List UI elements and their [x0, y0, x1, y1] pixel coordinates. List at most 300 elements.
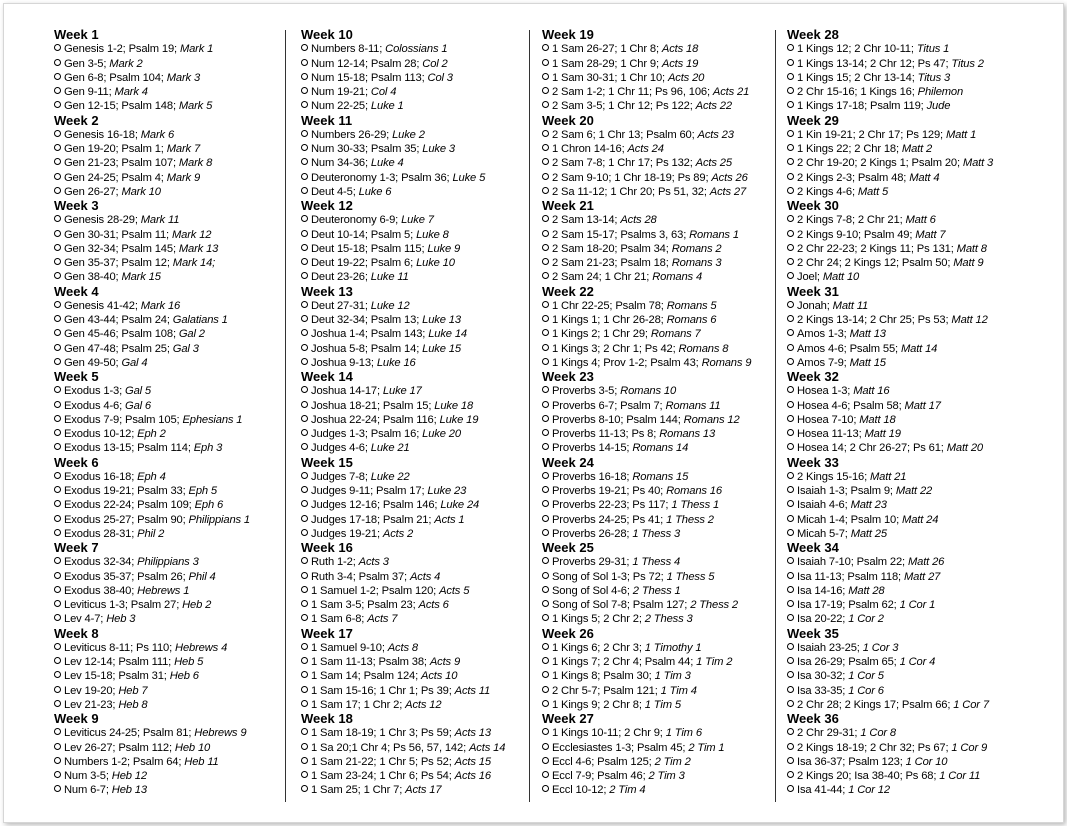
checkbox-circle-icon[interactable] [787, 500, 794, 507]
checkbox-circle-icon[interactable] [787, 73, 794, 80]
checkbox-circle-icon[interactable] [787, 728, 794, 735]
checkbox-circle-icon[interactable] [787, 258, 794, 265]
week-title: Week 15 [301, 454, 353, 470]
checkbox-circle-icon[interactable] [542, 358, 549, 365]
new-testament-reading: Luke 17 [382, 385, 422, 398]
checkbox-circle-icon[interactable] [542, 101, 549, 108]
checkbox-circle-icon[interactable] [54, 59, 61, 66]
new-testament-reading: Luke 12 [370, 299, 410, 312]
reading-item [542, 270, 751, 284]
reading-item [787, 598, 993, 612]
new-testament-reading: Mark 2 [109, 57, 143, 70]
checkbox-circle-icon[interactable] [787, 429, 794, 436]
reading-text: Micah 1-4; Psalm 10; [797, 513, 903, 526]
reading-text: Gen 38-40; [64, 271, 122, 284]
reading-item [54, 57, 250, 71]
reading-item [54, 299, 250, 313]
checkbox-circle-icon[interactable] [301, 515, 308, 522]
new-testament-reading: Matt 15 [849, 356, 886, 369]
checkbox-circle-icon[interactable] [787, 529, 794, 536]
reading-text: Num 6-7; [64, 784, 112, 797]
reading-text: 2 Kings 15-16; [797, 470, 871, 483]
checkbox-circle-icon[interactable] [787, 515, 794, 522]
new-testament-reading: Acts 27 [709, 185, 747, 198]
checkbox-circle-icon[interactable] [301, 572, 308, 579]
checkbox-circle-icon[interactable] [787, 686, 794, 693]
checkbox-circle-icon[interactable] [542, 329, 549, 336]
checkbox-circle-icon[interactable] [542, 173, 549, 180]
checkbox-circle-icon[interactable] [54, 272, 61, 279]
new-testament-reading: 1 Tim 4 [660, 684, 697, 697]
new-testament-reading: Luke 1 [370, 100, 404, 113]
reading-item [787, 413, 993, 427]
reading-text: Isaiah 1-3; Psalm 9; [797, 485, 896, 497]
week-title: Week 23 [542, 369, 594, 384]
new-testament-reading: Heb 5 [174, 656, 204, 668]
checkbox-circle-icon[interactable] [301, 101, 308, 108]
reading-item [542, 612, 751, 626]
checkbox-circle-icon[interactable] [54, 173, 61, 180]
checkbox-circle-icon[interactable] [54, 500, 61, 507]
checkbox-circle-icon[interactable] [54, 572, 61, 579]
checkbox-circle-icon[interactable] [301, 215, 308, 222]
checkbox-circle-icon[interactable] [542, 429, 549, 436]
checkbox-circle-icon[interactable] [787, 215, 794, 222]
checkbox-circle-icon[interactable] [301, 643, 308, 650]
checkbox-circle-icon[interactable] [542, 671, 549, 678]
checkbox-circle-icon[interactable] [54, 657, 61, 664]
reading-item [787, 641, 993, 655]
checkbox-circle-icon[interactable] [542, 443, 549, 450]
checkbox-circle-icon[interactable] [54, 728, 61, 735]
checkbox-circle-icon[interactable] [301, 785, 308, 792]
new-testament-reading: Luke 19 [439, 413, 479, 426]
checkbox-circle-icon[interactable] [54, 757, 61, 764]
reading-item [54, 399, 250, 413]
checkbox-circle-icon[interactable] [54, 158, 61, 165]
checkbox-circle-icon[interactable] [301, 244, 308, 251]
reading-text: 2 Chr 28; 2 Kings 17; Psalm 66; [797, 698, 954, 711]
checkbox-circle-icon[interactable] [542, 700, 549, 707]
checkbox-circle-icon[interactable] [787, 144, 794, 151]
checkbox-circle-icon[interactable] [787, 472, 794, 479]
checkbox-circle-icon[interactable] [542, 301, 549, 308]
reading-text: 1 Kings 2; 1 Chr 29; [552, 328, 651, 341]
checkbox-circle-icon[interactable] [301, 344, 308, 351]
checkbox-circle-icon[interactable] [54, 315, 61, 322]
reading-item [301, 555, 505, 569]
new-testament-reading: Acts 13 [454, 727, 491, 740]
checkbox-circle-icon[interactable] [301, 87, 308, 94]
reading-item [301, 498, 505, 512]
new-testament-reading: Matt 4 [909, 171, 940, 184]
checkbox-circle-icon[interactable] [787, 272, 794, 279]
checkbox-circle-icon[interactable] [542, 529, 549, 536]
new-testament-reading: Acts 14 [469, 741, 506, 754]
checkbox-circle-icon[interactable] [301, 230, 308, 237]
new-testament-reading: Hebrews 1 [137, 584, 190, 597]
reading-item [542, 498, 751, 512]
checkbox-circle-icon[interactable] [787, 344, 794, 351]
checkbox-circle-icon[interactable] [301, 686, 308, 693]
checkbox-circle-icon[interactable] [54, 258, 61, 265]
new-testament-reading: Acts 15 [454, 755, 491, 768]
checkbox-circle-icon[interactable] [542, 386, 549, 393]
checkbox-circle-icon[interactable] [542, 130, 549, 137]
reading-text: 2 Sam 1-2; 1 Chr 11; Ps 96, 106; [552, 86, 713, 98]
checkbox-circle-icon[interactable] [301, 529, 308, 536]
reading-text: Isa 26-29; Psalm 65; [797, 656, 900, 668]
checkbox-circle-icon[interactable] [542, 743, 549, 750]
checkbox-circle-icon[interactable] [542, 158, 549, 165]
new-testament-reading: Matt 5 [857, 185, 889, 198]
new-testament-reading: Luke 15 [422, 342, 461, 355]
checkbox-circle-icon[interactable] [54, 329, 61, 336]
checkbox-circle-icon[interactable] [301, 486, 308, 493]
checkbox-circle-icon[interactable] [787, 657, 794, 664]
week-title: Week 35 [787, 625, 839, 641]
checkbox-circle-icon[interactable] [787, 643, 794, 650]
checkbox-circle-icon[interactable] [301, 600, 308, 607]
checkbox-circle-icon[interactable] [301, 173, 308, 180]
checkbox-circle-icon[interactable] [54, 743, 61, 750]
checkbox-circle-icon[interactable] [542, 657, 549, 664]
new-testament-reading: Romans 8 [678, 342, 729, 355]
reading-item [301, 242, 505, 256]
reading-item [54, 441, 250, 455]
reading-text: Proverbs 22-23; Ps 117; [552, 499, 672, 512]
reading-text: Exodus 38-40; [64, 584, 138, 597]
checkbox-circle-icon[interactable] [787, 130, 794, 137]
checkbox-circle-icon[interactable] [301, 671, 308, 678]
checkbox-circle-icon[interactable] [787, 572, 794, 579]
checkbox-circle-icon[interactable] [301, 187, 308, 194]
reading-item [54, 42, 250, 56]
checkbox-circle-icon[interactable] [301, 272, 308, 279]
checkbox-circle-icon[interactable] [301, 130, 308, 137]
reading-text: Proverbs 14-15; [552, 442, 633, 455]
checkbox-circle-icon[interactable] [301, 301, 308, 308]
new-testament-reading: Mark 9 [166, 171, 201, 184]
reading-item [542, 256, 751, 270]
checkbox-circle-icon[interactable] [301, 614, 308, 621]
checkbox-circle-icon[interactable] [54, 529, 61, 536]
new-testament-reading: Ephesians 1 [182, 413, 243, 426]
week-title: Week 17 [301, 625, 353, 641]
new-testament-reading: Acts 8 [387, 641, 418, 654]
checkbox-circle-icon[interactable] [542, 144, 549, 151]
new-testament-reading: Matt 22 [895, 485, 933, 497]
new-testament-reading: Luke 10 [416, 257, 455, 269]
checkbox-circle-icon[interactable] [542, 472, 549, 479]
checkbox-circle-icon[interactable] [787, 244, 794, 251]
reading-text: Genesis 41-42; [64, 299, 141, 312]
reading-item [301, 342, 505, 356]
week-title: Week 1 [54, 27, 99, 42]
new-testament-reading: Matt 1 [945, 128, 977, 141]
checkbox-circle-icon[interactable] [542, 515, 549, 522]
new-testament-reading: Acts 2 [382, 527, 414, 540]
checkbox-circle-icon[interactable] [787, 87, 794, 94]
checkbox-circle-icon[interactable] [54, 486, 61, 493]
checkbox-circle-icon[interactable] [54, 230, 61, 237]
reading-item [54, 598, 250, 612]
checkbox-circle-icon[interactable] [54, 614, 61, 621]
checkbox-circle-icon[interactable] [787, 486, 794, 493]
reading-item [301, 783, 505, 797]
checkbox-circle-icon[interactable] [54, 671, 61, 678]
checkbox-circle-icon[interactable] [54, 771, 61, 778]
checkbox-circle-icon[interactable] [54, 557, 61, 564]
checkbox-circle-icon[interactable] [787, 557, 794, 564]
new-testament-reading: Matt 6 [905, 214, 936, 227]
new-testament-reading: Eph 2 [137, 428, 166, 440]
checkbox-circle-icon[interactable] [787, 757, 794, 764]
reading-item [542, 356, 751, 370]
checkbox-circle-icon[interactable] [542, 73, 549, 80]
new-testament-reading: 1 Cor 2 [848, 613, 884, 626]
checkbox-circle-icon[interactable] [301, 386, 308, 393]
week-title: Week 20 [542, 112, 594, 128]
checkbox-circle-icon[interactable] [54, 443, 61, 450]
week-title: Week 21 [542, 198, 594, 213]
checkbox-circle-icon[interactable] [301, 44, 308, 51]
reading-text: 2 Sam 18-20; Psalm 34; [552, 242, 672, 255]
checkbox-circle-icon[interactable] [787, 700, 794, 707]
checkbox-circle-icon[interactable] [54, 130, 61, 137]
checkbox-circle-icon[interactable] [301, 415, 308, 422]
checkbox-circle-icon[interactable] [542, 600, 549, 607]
checkbox-circle-icon[interactable] [301, 73, 308, 80]
reading-text: Exodus 4-6; [64, 399, 126, 412]
reading-text: Genesis 28-29; [64, 214, 141, 227]
checkbox-circle-icon[interactable] [542, 614, 549, 621]
reading-item [542, 641, 751, 655]
checkbox-circle-icon[interactable] [301, 557, 308, 564]
new-testament-reading: Matt 26 [907, 556, 945, 569]
checkbox-circle-icon[interactable] [301, 401, 308, 408]
checkbox-circle-icon[interactable] [787, 415, 794, 422]
checkbox-circle-icon[interactable] [542, 785, 549, 792]
checkbox-circle-icon[interactable] [54, 344, 61, 351]
checkbox-circle-icon[interactable] [542, 586, 549, 593]
checkbox-circle-icon[interactable] [54, 187, 61, 194]
checkbox-circle-icon[interactable] [301, 329, 308, 336]
checkbox-circle-icon[interactable] [542, 572, 549, 579]
checkbox-circle-icon[interactable] [54, 386, 61, 393]
reading-item [54, 684, 250, 698]
new-testament-reading: Mark 6 [140, 128, 175, 141]
checkbox-circle-icon[interactable] [54, 44, 61, 51]
checkbox-circle-icon[interactable] [54, 215, 61, 222]
reading-item [54, 755, 250, 769]
checkbox-circle-icon[interactable] [301, 743, 308, 750]
new-testament-reading: Matt 19 [864, 428, 901, 440]
checkbox-circle-icon[interactable] [301, 144, 308, 151]
checkbox-circle-icon[interactable] [301, 657, 308, 664]
reading-item [54, 156, 250, 170]
checkbox-circle-icon[interactable] [54, 586, 61, 593]
reading-text: Proverbs 29-31; [552, 556, 633, 569]
checkbox-circle-icon[interactable] [54, 600, 61, 607]
checkbox-circle-icon[interactable] [301, 358, 308, 365]
new-testament-reading: Acts 4 [409, 570, 441, 583]
checkbox-circle-icon[interactable] [542, 771, 549, 778]
checkbox-circle-icon[interactable] [301, 315, 308, 322]
new-testament-reading: Heb 6 [169, 670, 199, 683]
checkbox-circle-icon[interactable] [787, 401, 794, 408]
reading-item [787, 142, 993, 156]
checkbox-circle-icon[interactable] [54, 358, 61, 365]
checkbox-circle-icon[interactable] [54, 515, 61, 522]
checkbox-circle-icon[interactable] [542, 643, 549, 650]
reading-text: Exodus 10-12; [64, 428, 138, 440]
checkbox-circle-icon[interactable] [787, 44, 794, 51]
checkbox-circle-icon[interactable] [542, 215, 549, 222]
reading-text: Leviticus 1-3; Psalm 27; [64, 599, 183, 611]
checkbox-circle-icon[interactable] [301, 158, 308, 165]
reading-text: Isa 30-32; [797, 670, 849, 683]
new-testament-reading: 2 Tim 2 [654, 755, 691, 768]
checkbox-circle-icon[interactable] [301, 472, 308, 479]
checkbox-circle-icon[interactable] [787, 158, 794, 165]
checkbox-circle-icon[interactable] [54, 429, 61, 436]
reading-item [301, 470, 505, 484]
checkbox-circle-icon[interactable] [301, 429, 308, 436]
checkbox-circle-icon[interactable] [54, 785, 61, 792]
checkbox-circle-icon[interactable] [301, 771, 308, 778]
checkbox-circle-icon[interactable] [542, 315, 549, 322]
reading-item [54, 327, 250, 341]
reading-item [542, 57, 751, 71]
checkbox-circle-icon[interactable] [542, 258, 549, 265]
checkbox-circle-icon[interactable] [542, 557, 549, 564]
checkbox-circle-icon[interactable] [787, 671, 794, 678]
checkbox-circle-icon[interactable] [301, 728, 308, 735]
checkbox-circle-icon[interactable] [787, 230, 794, 237]
checkbox-circle-icon[interactable] [787, 329, 794, 336]
reading-text: Isa 20-22; [797, 613, 849, 626]
checkbox-circle-icon[interactable] [542, 44, 549, 51]
reading-item [542, 313, 751, 327]
checkbox-circle-icon[interactable] [542, 272, 549, 279]
reading-item [787, 270, 993, 284]
checkbox-circle-icon[interactable] [301, 443, 308, 450]
checkbox-circle-icon[interactable] [787, 771, 794, 778]
reading-text: Gen 9-11; [64, 86, 115, 98]
checkbox-circle-icon[interactable] [301, 59, 308, 66]
checkbox-circle-icon[interactable] [54, 472, 61, 479]
reading-item [787, 513, 993, 527]
checkbox-circle-icon[interactable] [542, 244, 549, 251]
checkbox-circle-icon[interactable] [54, 301, 61, 308]
reading-text: 1 Sam 6-8; [311, 613, 368, 626]
reading-text: Joel; [797, 271, 823, 284]
checkbox-circle-icon[interactable] [54, 700, 61, 707]
checkbox-circle-icon[interactable] [54, 87, 61, 94]
reading-text: 1 Kings 3; 2 Chr 1; Ps 42; [552, 342, 679, 355]
checkbox-circle-icon[interactable] [54, 415, 61, 422]
reading-item [542, 783, 751, 797]
checkbox-circle-icon[interactable] [54, 686, 61, 693]
new-testament-reading: Acts 24 [627, 143, 664, 155]
checkbox-circle-icon[interactable] [54, 73, 61, 80]
reading-item [54, 142, 250, 156]
checkbox-circle-icon[interactable] [542, 401, 549, 408]
reading-text: 2 Kings 13-14; 2 Chr 25; Ps 53; [797, 314, 952, 326]
checkbox-circle-icon[interactable] [787, 315, 794, 322]
reading-text: 2 Sam 15-17; Psalms 3, 63; [552, 228, 690, 241]
checkbox-circle-icon[interactable] [542, 486, 549, 493]
reading-item [542, 698, 751, 712]
checkbox-circle-icon[interactable] [54, 244, 61, 251]
reading-item [54, 128, 250, 142]
checkbox-circle-icon[interactable] [787, 301, 794, 308]
checkbox-circle-icon[interactable] [54, 643, 61, 650]
checkbox-circle-icon[interactable] [542, 757, 549, 764]
checkbox-circle-icon[interactable] [542, 500, 549, 507]
checkbox-circle-icon[interactable] [787, 101, 794, 108]
checkbox-circle-icon[interactable] [301, 586, 308, 593]
new-testament-reading: Acts 26 [711, 171, 748, 184]
checkbox-circle-icon[interactable] [787, 443, 794, 450]
checkbox-circle-icon[interactable] [787, 173, 794, 180]
reading-text: 1 Kings 10-11; 2 Chr 9; [552, 727, 666, 740]
reading-item [542, 513, 751, 527]
checkbox-circle-icon[interactable] [301, 500, 308, 507]
checkbox-circle-icon[interactable] [301, 700, 308, 707]
new-testament-reading: 2 Tim 3 [648, 770, 685, 782]
checkbox-circle-icon[interactable] [787, 743, 794, 750]
new-testament-reading: Phil 2 [137, 527, 165, 540]
checkbox-circle-icon[interactable] [542, 728, 549, 735]
checkbox-circle-icon[interactable] [787, 785, 794, 792]
checkbox-circle-icon[interactable] [787, 386, 794, 393]
reading-text: 1 Sam 3-5; Psalm 23; [311, 599, 419, 611]
checkbox-circle-icon[interactable] [542, 230, 549, 237]
reading-text: Deut 15-18; Psalm 115; [311, 242, 428, 255]
reading-item [54, 85, 250, 99]
new-testament-reading: Matt 16 [853, 385, 890, 398]
checkbox-circle-icon[interactable] [542, 415, 549, 422]
reading-text: Num 3-5; [64, 770, 112, 782]
checkbox-circle-icon[interactable] [542, 59, 549, 66]
checkbox-circle-icon[interactable] [787, 187, 794, 194]
new-testament-reading: Mark 12 [171, 228, 212, 241]
checkbox-circle-icon[interactable] [54, 144, 61, 151]
checkbox-circle-icon[interactable] [542, 344, 549, 351]
checkbox-circle-icon[interactable] [787, 59, 794, 66]
week-title: Week 22 [542, 283, 594, 299]
reading-text: Amos 1-3; [797, 328, 850, 341]
checkbox-circle-icon[interactable] [542, 87, 549, 94]
checkbox-circle-icon[interactable] [542, 686, 549, 693]
checkbox-circle-icon[interactable] [787, 600, 794, 607]
checkbox-circle-icon[interactable] [301, 258, 308, 265]
checkbox-circle-icon[interactable] [301, 757, 308, 764]
checkbox-circle-icon[interactable] [542, 187, 549, 194]
reading-item [787, 242, 993, 256]
reading-text: Proverbs 8-10; Psalm 144; [552, 413, 684, 426]
checkbox-circle-icon[interactable] [787, 614, 794, 621]
checkbox-circle-icon[interactable] [54, 401, 61, 408]
checkbox-circle-icon[interactable] [54, 101, 61, 108]
reading-item [542, 413, 751, 427]
checkbox-circle-icon[interactable] [787, 586, 794, 593]
checkbox-circle-icon[interactable] [787, 358, 794, 365]
reading-text: Isaiah 7-10; Psalm 22; [797, 556, 908, 569]
reading-text: Song of Sol 7-8; Psalm 127; [552, 599, 691, 611]
